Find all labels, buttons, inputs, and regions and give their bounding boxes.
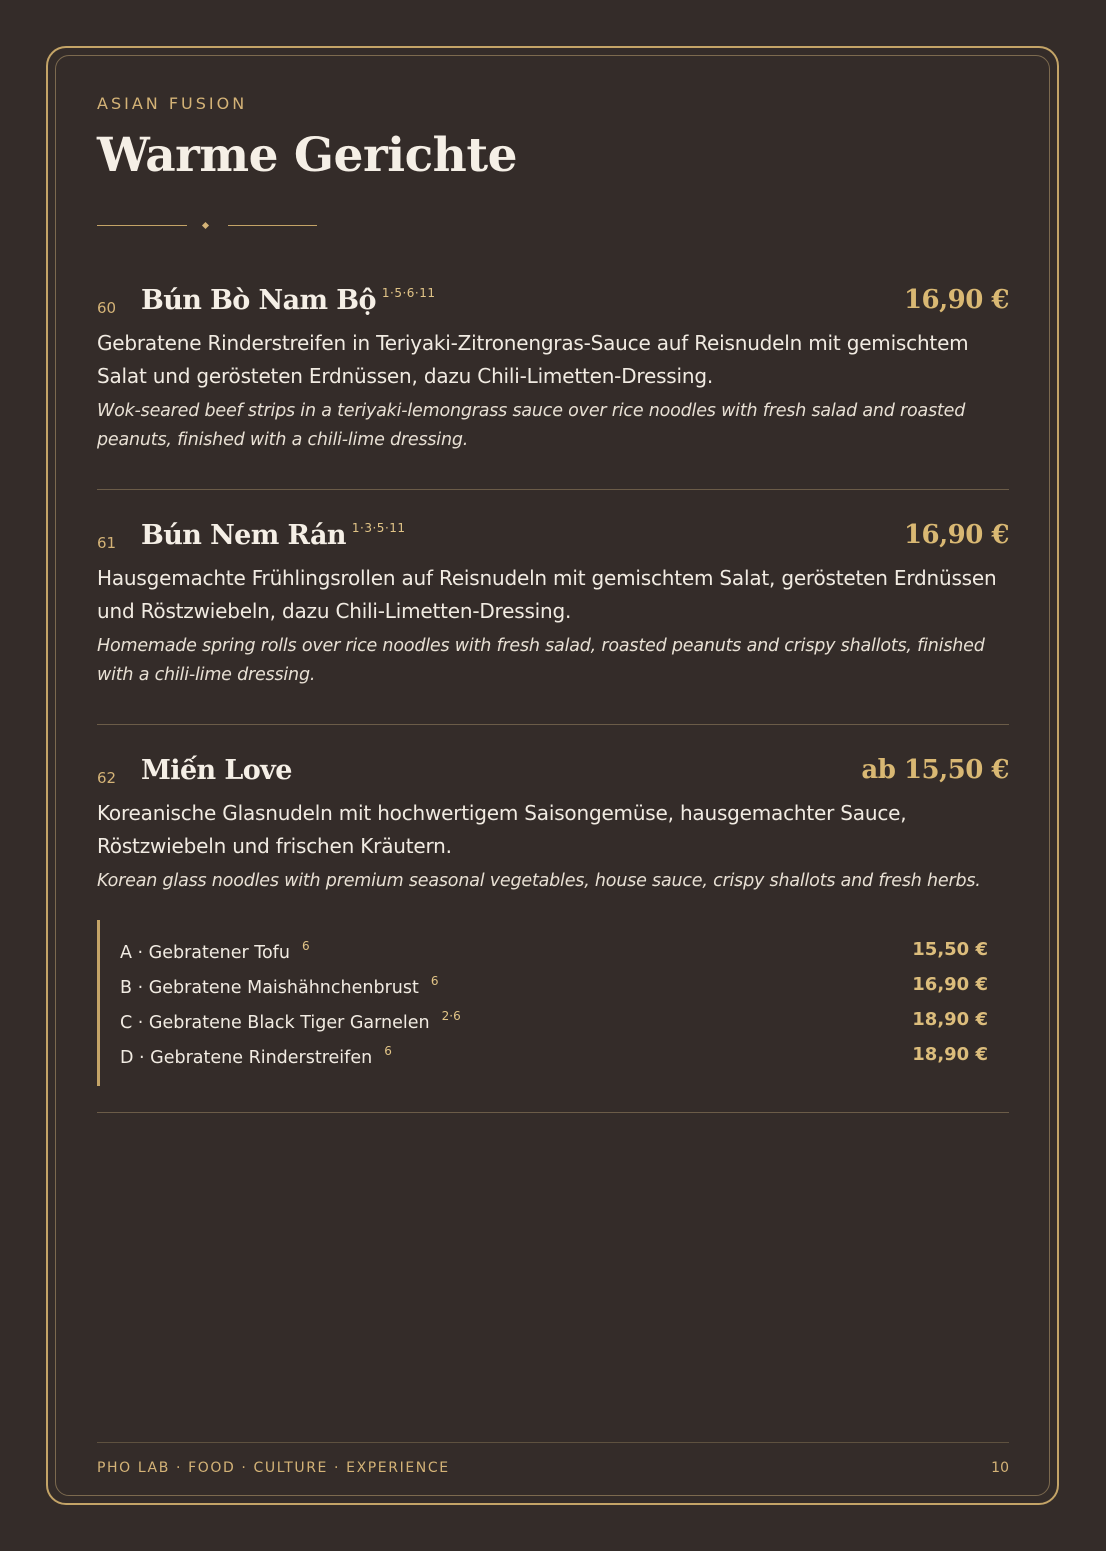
- title-ornament: [97, 218, 319, 234]
- variant-option: [120, 1009, 990, 1039]
- menu-item-number: 62: [97, 769, 117, 787]
- allergen-codes: 6: [384, 1044, 392, 1058]
- description-english: Korean glass noodles with premium seasonal vegetables, house sauce, crispy shallots and fresh herbs.: [97, 871, 981, 891]
- allergen-codes: 6: [430, 974, 439, 988]
- page-number: 10: [991, 1460, 1009, 1476]
- menu-item-header: [97, 755, 1009, 795]
- item-divider: [97, 1112, 1009, 1113]
- menu-item-61: [97, 520, 1009, 690]
- description-english: Wok-seared beef strips in a teriyaki-lemongrass sauce over rice noodles with fresh salad and roasted peanuts, finished with a chili-lime dressing.: [97, 401, 966, 450]
- allergen-codes: 2·6: [441, 1009, 461, 1023]
- allergen-codes: 1·3·5·11: [351, 521, 406, 535]
- menu-item-name: Miến Love: [141, 755, 292, 786]
- variant-price: 18,90 €: [912, 1044, 988, 1065]
- variant-label-text: C · Gebratene Black Tiger Garnelen: [120, 1013, 430, 1033]
- menu-item-name-text: Bún Bò Nam Bộ: [141, 285, 376, 316]
- variant-option: [120, 939, 990, 969]
- variant-list: [97, 920, 987, 1086]
- description-german: Koreanische Glasnudeln mit hochwertigem Saisongemüse, hausgemachter Sauce, Röstzwiebeln und frischen Kräutern.: [97, 801, 907, 858]
- allergen-codes: 1·5·6·11: [381, 286, 436, 300]
- menu-item-price: 16,90 €: [903, 285, 1009, 315]
- variant-option: [120, 1044, 990, 1074]
- variant-label: [120, 974, 438, 998]
- menu-item-62: [97, 755, 1009, 896]
- menu-item-header: [97, 520, 1009, 560]
- footer-divider: [97, 1442, 1009, 1443]
- variant-label-text: D · Gebratene Rinderstreifen: [120, 1048, 373, 1068]
- footer-tagline: PHO LAB · FOOD · CULTURE · EXPERIENCE: [97, 1460, 450, 1476]
- variant-price: 16,90 €: [912, 974, 988, 995]
- menu-item-name-text: Bún Nem Rán: [141, 520, 346, 551]
- variant-option: [120, 974, 990, 1004]
- ornament-line-left: [97, 225, 187, 226]
- menu-item-header: [97, 285, 1009, 325]
- section-kicker: ASIAN FUSION: [97, 94, 248, 113]
- menu-item-60: [97, 285, 1009, 455]
- variant-label: [120, 1044, 392, 1068]
- menu-item-price: 16,90 €: [903, 520, 1009, 550]
- item-divider: [97, 724, 1009, 725]
- variant-label-text: A · Gebratener Tofu: [120, 943, 290, 963]
- description-english: Homemade spring rolls over rice noodles with fresh salad, roasted peanuts and crispy shallots, finished with a chili-lime dressing.: [97, 636, 985, 685]
- page-title: Warme Gerichte: [97, 128, 517, 183]
- menu-item-name: [141, 520, 406, 551]
- menu-item-price: ab 15,50 €: [861, 755, 1009, 785]
- variant-price: 15,50 €: [912, 939, 988, 960]
- diamond-icon: [202, 222, 209, 229]
- variant-label: [120, 939, 310, 963]
- menu-item-number: 60: [97, 299, 117, 317]
- ornament-line-right: [228, 225, 317, 226]
- item-divider: [97, 489, 1009, 490]
- menu-page: [97, 0, 1009, 1551]
- description-german: Gebratene Rinderstreifen in Teriyaki-Zitronengras-Sauce auf Reisnudeln mit gemischtem Salat und gerösteten Erdnüssen, dazu Chili-Limetten-Dressing.: [97, 331, 969, 388]
- variant-label: [120, 1009, 461, 1033]
- menu-item-number: 61: [97, 534, 117, 552]
- variant-price: 18,90 €: [912, 1009, 988, 1030]
- variant-label-text: B · Gebratene Maishähnchenbrust: [120, 978, 419, 998]
- menu-item-name: [141, 285, 436, 316]
- description-german: Hausgemachte Frühlingsrollen auf Reisnudeln mit gemischtem Salat, gerösteten Erdnüssen und Röstzwiebeln, dazu Chili-Limetten-Dressing.: [97, 566, 997, 623]
- allergen-codes: 6: [301, 939, 310, 953]
